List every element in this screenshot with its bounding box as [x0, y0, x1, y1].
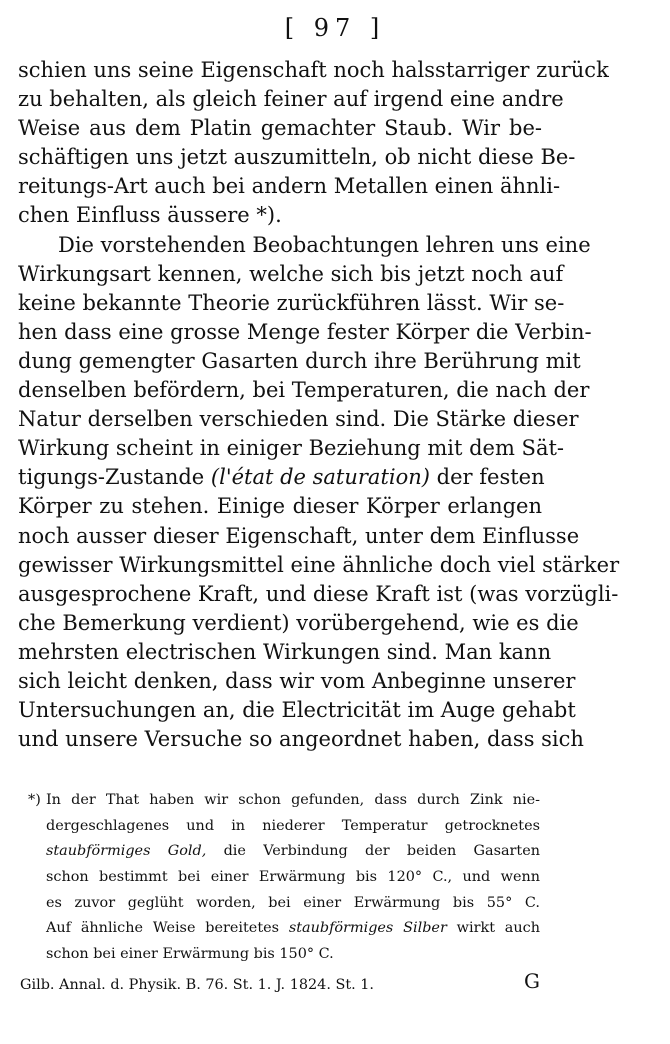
text-segment: tigungs-Zustande [18, 465, 205, 490]
text-line: sich leicht denken, dass wir vom Anbeginne unserer [18, 668, 576, 693]
italic-phrase: (l'état de saturation) [210, 465, 430, 490]
text-line: noch ausser dieser Eigenschaft, unter dem Einflusse [18, 523, 580, 548]
text-line: gewisser Wirkungsmittel eine ähnliche doch viel stärker [18, 552, 620, 577]
footnote-line: es zuvor geglüht worden, bei einer Erwärmung bis 55° C. [46, 894, 540, 911]
text-line: reitungs-Art auch bei andern Metallen einen ähnli- [18, 174, 561, 199]
italic-phrase: staubförmiges Silber [288, 920, 447, 937]
text-line: mehrsten electrischen Wirkungen sind. Man kann [18, 639, 552, 664]
text-line [18, 463, 545, 492]
text-line: schäftigen uns jetzt auszumitteln, ob nicht diese Be- [18, 145, 576, 170]
text-segment: wirkt auch [456, 920, 540, 937]
text-line: chen Einfluss äussere *). [18, 203, 282, 228]
text-segment: der festen [436, 465, 545, 490]
text-line: dung gemengter Gasarten durch ihre Berührung mit [18, 348, 581, 373]
text-line: Natur derselben verschieden sind. Die Stärke dieser [18, 407, 579, 432]
paragraph-1 [18, 56, 609, 231]
text-segment: die Verbindung der beiden Gasarten [223, 843, 540, 860]
footnote-line [28, 916, 540, 942]
footnote-line: schon bestimmt bei einer Erwärmung bis 120° C., und wenn [46, 869, 540, 886]
footnote-marker: *) [28, 792, 41, 808]
text-segment: In der That haben wir schon gefunden, dass durch Zink nie- [46, 792, 540, 808]
signature-mark: G [524, 969, 540, 993]
text-line: denselben befördern, bei Temperaturen, die nach der [18, 378, 590, 403]
footnote-line: schon bei einer Erwärmung bis 150° C. [46, 946, 334, 963]
text-segment: Auf ähnliche Weise bereitetes [46, 920, 280, 937]
text-line: Wirkung scheint in einiger Beziehung mit dem Sät- [18, 436, 564, 461]
footnote-line [28, 788, 540, 814]
italic-phrase: staubförmiges Gold, [46, 843, 207, 860]
text-line: keine bekannte Theorie zurückführen lässt. Wir se- [18, 290, 565, 315]
footnote-line [28, 839, 540, 865]
page-footer [20, 969, 540, 998]
text-line: ausgesprochene Kraft, und diese Kraft ist (was vorzügli- [18, 581, 619, 606]
text-line: Untersuchungen an, die Electricität im Auge gehabt [18, 698, 576, 723]
text-line: hen dass eine grosse Menge fester Körper die Verbin- [18, 319, 592, 344]
text-line: Die vorstehenden Beobachtungen lehren uns eine [58, 232, 591, 257]
body-text [18, 56, 620, 754]
paragraph-2 [18, 231, 620, 755]
footnote-line: dergeschlagenes und in niederer Temperatur getrocknetes [46, 817, 540, 834]
text-line: zu behalten, als gleich feiner auf irgend eine andre [18, 87, 564, 112]
source-citation: Gilb. Annal. d. Physik. B. 76. St. 1. J. 1824. St. 1. [20, 977, 374, 993]
text-line: schien uns seine Eigenschaft noch halsstarriger zurück [18, 58, 609, 82]
footnote [28, 788, 540, 968]
page-number: [ 97 ] [284, 14, 386, 42]
text-line: Körper zu stehen. Einige dieser Körper erlangen [18, 494, 542, 519]
text-line: und unsere Versuche so angeordnet haben, dass sich [18, 727, 584, 752]
text-line: Weise aus dem Platin gemachter Staub. Wir be- [18, 116, 542, 141]
text-line: Wirkungsart kennen, welche sich bis jetzt noch auf [18, 261, 564, 286]
text-line: che Bemerkung verdient) vorübergehend, wie es die [18, 610, 579, 635]
